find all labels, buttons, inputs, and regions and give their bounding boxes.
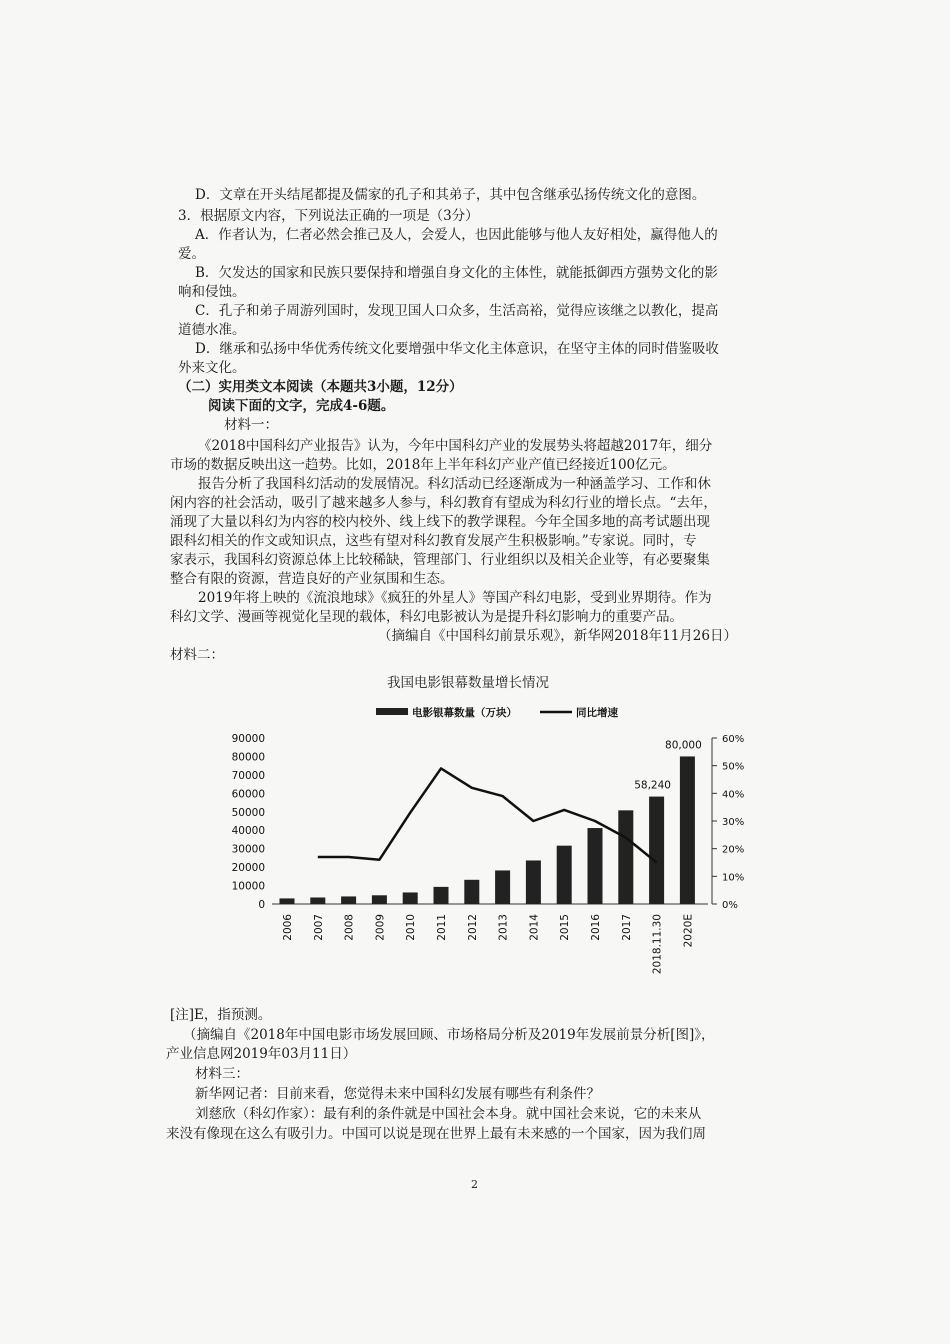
screen-count-bar (464, 880, 479, 904)
y-right-tick-label: 50% (722, 761, 745, 773)
paragraph-2-line-1: 报告分析了我国科幻活动的发展情况。科幻活动已经逐渐成为一种涵盖学习、工作和休 (198, 476, 711, 492)
screen-count-bar (372, 895, 387, 904)
y-left-tick-label: 60000 (231, 788, 265, 801)
source-one: （摘编自《中国科幻前景乐观》，新华网2018年11月26日） (378, 628, 737, 644)
interview-question: 新华网记者：目前来看，您觉得未来中国科幻发展有哪些有利条件？ (195, 1086, 600, 1102)
paragraph-3-line-2: 科幻文学、漫画等视觉化呈现的载体，科幻电影被认为是提升科幻影响力的重要产品。 (170, 609, 683, 625)
screen-count-bar (680, 756, 695, 904)
legend-line-label: 同比增速 (576, 707, 618, 719)
interview-answer-line-1: 刘慈欣（科幻作家）：最有利的条件就是中国社会本身。就中国社会来说，它的未来从 (195, 1106, 702, 1122)
x-category-label: 2008 (343, 914, 356, 941)
material-two-label: 材料二： (170, 647, 224, 663)
legend-bar-label: 电影银幕数量（万块） (412, 707, 517, 719)
x-category-label: 2016 (590, 914, 602, 941)
interview-answer-line-2: 来没有像现在这么有吸引力。中国可以说是现在世界上最有未来感的一个国家，因为我们周 (166, 1126, 706, 1142)
chart-title: 我国电影银幕数量增长情况 (387, 675, 549, 691)
screen-count-bar (526, 860, 541, 904)
chart-legend (376, 706, 618, 719)
paragraph-2-line-6: 整合有限的资源，营造良好的产业氛围和生态。 (170, 571, 454, 587)
paragraph-2-line-5: 家表示，我国科幻资源总体上比较稀缺，管理部门、行业组织以及相关企业等，有必要聚集 (170, 552, 710, 568)
y-left-tick-label: 30000 (231, 843, 265, 856)
q3-option-b-2: 响和侵蚀。 (178, 284, 246, 300)
y-left-tick-label: 10000 (231, 880, 265, 893)
x-category-label: 2010 (405, 914, 418, 941)
y-left-tick-label: 0 (258, 899, 265, 911)
y-left-tick-label: 20000 (231, 862, 265, 875)
x-category-label: 2017 (620, 914, 633, 941)
paragraph-2-line-4: 跟科幻相关的作文或知识点，这些有望对科幻教育发展产生积极影响。”专家说。同时，专 (170, 533, 697, 549)
chart-note: [注]E，指预测。 (170, 1007, 272, 1023)
q3-option-d-1: D．继承和弘扬中华优秀传统文化要增强中华文化主体意识，在坚守主体的同时借鉴吸收 (195, 341, 719, 357)
x-category-label: 2013 (497, 914, 510, 941)
screen-count-bar (434, 887, 449, 904)
paragraph-1-line-1: 《2018中国科幻产业报告》认为，今年中国科幻产业的发展势头将超越2017年，细分 (198, 438, 713, 454)
legend-bar-swatch (376, 708, 408, 715)
q3-option-a-2: 爱。 (178, 246, 205, 262)
q3-option-d-2: 外来文化。 (178, 360, 246, 376)
screen-count-bar (403, 892, 418, 904)
y-left-tick-label: 80000 (231, 751, 265, 764)
screen-count-bar (557, 846, 572, 904)
source-two-line-1: （摘编自《2018年中国电影市场发展回顾、市场格局分析及2019年发展前景分析[图]》， (183, 1027, 715, 1043)
q2-option-d: D．文章在开头结尾都提及儒家的孔子和其弟子，其中包含继承弘扬传统文化的意图。 (195, 187, 706, 203)
page-number: 2 (471, 1178, 478, 1191)
y-left-tick-label: 70000 (231, 769, 265, 782)
x-category-label: 2012 (466, 914, 479, 941)
screen-count-bar (649, 797, 664, 904)
y-right-tick-label: 40% (722, 789, 745, 801)
screen-count-bar (280, 898, 295, 904)
screen-count-bar (588, 828, 603, 904)
x-category-label: 2006 (282, 914, 294, 941)
paragraph-2-line-3: 涌现了大量以科幻为内容的校内校外、线上线下的教学课程。今年全国多地的高考试题出现 (170, 514, 710, 530)
q3-option-b-1: B．欠发达的国家和民族只要保持和增强自身文化的主体性，就能抵御西方强势文化的影 (195, 265, 718, 281)
q3-option-a-1: A．作者认为，仁者必然会推己及人，会爱人，也因此能够与他人友好相处，赢得他人的 (195, 227, 718, 243)
bar-value-label: 58,240 (634, 779, 671, 792)
y-left-tick-label: 40000 (231, 825, 265, 838)
material-one-label: 材料一： (224, 417, 278, 433)
x-category-label: 2015 (559, 914, 572, 941)
x-category-label: 2009 (374, 914, 387, 941)
y-right-tick-label: 20% (722, 844, 745, 856)
paragraph-2-line-2: 闲内容的社会活动，吸引了越来越多人参与，科幻教育有望成为科幻行业的增长点。“去年， (170, 495, 717, 511)
q3-option-c-1: C．孔子和弟子周游列国时，发现卫国人口众多，生活高裕，觉得应该继之以教化，提高 (195, 303, 719, 319)
screen-count-bar (341, 896, 356, 904)
screen-count-bar (618, 810, 633, 904)
reading-instruction: 阅读下面的文字，完成4-6题。 (208, 398, 395, 414)
q3-stem: 3．根据原文内容，下列说法正确的一项是（3分） (178, 208, 479, 224)
screen-count-bar (310, 897, 325, 904)
paragraph-1-line-2: 市场的数据反映出这一趋势。比如，2018年上半年科幻产业产值已经接近100亿元。 (170, 457, 676, 473)
y-left-tick-label: 50000 (231, 806, 265, 819)
y-right-tick-label: 10% (722, 872, 745, 884)
material-three-label: 材料三： (195, 1066, 249, 1082)
y-right-tick-label: 60% (722, 734, 745, 745)
paragraph-3-line-1: 2019年将上映的《流浪地球》《疯狂的外星人》等国产科幻电影，受到业界期待。作为 (198, 590, 712, 606)
y-right-tick-label: 0% (722, 900, 738, 911)
x-category-label: 2011 (436, 914, 448, 941)
y-left-tick-label: 90000 (231, 733, 265, 745)
x-category-label: 2007 (312, 914, 325, 941)
source-two-line-2: 产业信息网2019年03月11日） (166, 1046, 357, 1062)
bar-value-label: 80,000 (665, 739, 702, 752)
y-right-tick-label: 30% (722, 817, 745, 828)
x-category-label: 2014 (528, 914, 541, 941)
section-heading: （二）实用类文本阅读（本题共3小题，12分） (178, 379, 463, 395)
growth-rate-line (318, 768, 657, 862)
x-category-label: 2020E (682, 914, 695, 948)
q3-option-c-2: 道德水准。 (178, 322, 246, 338)
screen-count-bar (495, 870, 510, 904)
x-category-label: 2018.11.30 (651, 914, 664, 975)
